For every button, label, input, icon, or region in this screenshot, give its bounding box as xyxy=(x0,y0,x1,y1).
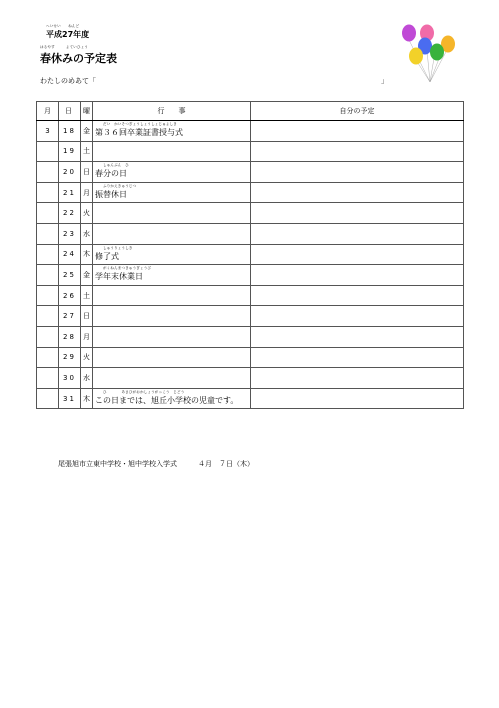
table-row xyxy=(37,326,464,347)
header-event: 行 事 xyxy=(93,102,251,121)
event-text: 春分の日 xyxy=(95,169,127,179)
month-cell xyxy=(37,182,59,203)
header-day: 日 xyxy=(59,102,81,121)
event-cell xyxy=(93,368,251,389)
my-plan-cell[interactable] xyxy=(251,265,464,286)
balloon-purple xyxy=(402,25,416,42)
month-cell xyxy=(37,285,59,306)
event-cell xyxy=(93,121,251,142)
day-cell: 19 xyxy=(59,141,81,162)
weekday-cell: 日 xyxy=(81,306,93,327)
event-furigana: ふりかえきゅうじつ xyxy=(103,183,137,188)
event-cell xyxy=(93,244,251,265)
event-cell xyxy=(93,182,251,203)
my-plan-cell[interactable] xyxy=(251,368,464,389)
day-cell: 21 xyxy=(59,182,81,203)
weekday-cell: 土 xyxy=(81,285,93,306)
weekday-cell: 火 xyxy=(81,203,93,224)
month-cell xyxy=(37,388,59,409)
event-cell xyxy=(93,306,251,327)
day-cell: 31 xyxy=(59,388,81,409)
event-text: 修了式 xyxy=(95,251,119,261)
table-row xyxy=(37,182,464,203)
table-row xyxy=(37,306,464,327)
day-cell: 23 xyxy=(59,223,81,244)
month-cell xyxy=(37,368,59,389)
month-cell xyxy=(37,141,59,162)
month-cell xyxy=(37,162,59,183)
event-cell xyxy=(93,203,251,224)
event-furigana: しゅんぶん ひ xyxy=(103,163,129,168)
entrance-ceremony-note: 尾張旭市立東中学校・旭中学校入学式 ４月 ７日（木） xyxy=(58,460,254,468)
weekday-cell: 月 xyxy=(81,182,93,203)
table-row xyxy=(37,141,464,162)
event-cell xyxy=(93,223,251,244)
my-plan-cell[interactable] xyxy=(251,347,464,368)
table-row xyxy=(37,388,464,409)
weekday-cell: 日 xyxy=(81,162,93,183)
weekday-cell: 水 xyxy=(81,368,93,389)
header-my-plan: 自分の予定 xyxy=(251,102,464,121)
weekday-cell: 土 xyxy=(81,141,93,162)
table-row xyxy=(37,244,464,265)
my-plan-cell[interactable] xyxy=(251,244,464,265)
my-plan-cell[interactable] xyxy=(251,388,464,409)
table-row xyxy=(37,223,464,244)
weekday-cell: 金 xyxy=(81,265,93,286)
event-furigana: しゅうりょうしき xyxy=(103,245,133,250)
month-cell: 3 xyxy=(37,121,59,142)
month-cell xyxy=(37,306,59,327)
my-plan-cell[interactable] xyxy=(251,182,464,203)
event-text: 振替休日 xyxy=(95,190,127,200)
month-cell xyxy=(37,223,59,244)
event-cell xyxy=(93,326,251,347)
my-plan-cell[interactable] xyxy=(251,285,464,306)
event-text: 第３６回卒業証書授与式 xyxy=(95,128,183,138)
balloon-green xyxy=(430,44,444,61)
my-plan-cell[interactable] xyxy=(251,121,464,142)
day-cell: 26 xyxy=(59,285,81,306)
weekday-cell: 火 xyxy=(81,347,93,368)
era-heading: 平成27年度 xyxy=(46,30,90,39)
event-cell xyxy=(93,141,251,162)
event-cell xyxy=(93,162,251,183)
header-month: 月 xyxy=(37,102,59,121)
event-text: 学年末休業日 xyxy=(95,272,143,282)
month-cell xyxy=(37,347,59,368)
my-plan-cell[interactable] xyxy=(251,141,464,162)
month-cell xyxy=(37,326,59,347)
table-row xyxy=(37,347,464,368)
day-cell: 18 xyxy=(59,121,81,142)
weekday-cell: 水 xyxy=(81,223,93,244)
weekday-cell: 金 xyxy=(81,121,93,142)
goal-label: わたしのめあて「 xyxy=(40,77,96,85)
event-furigana: だい かいそつぎょうしょうしょじゅよしき xyxy=(103,122,177,126)
table-header-row xyxy=(37,102,464,121)
day-cell: 30 xyxy=(59,368,81,389)
page-title: 春休みの予定表 xyxy=(40,52,117,65)
event-text: この日までは、旭丘小学校の児童です。 xyxy=(95,396,239,406)
goal-close-bracket: 」 xyxy=(381,77,388,85)
event-cell xyxy=(93,347,251,368)
month-cell xyxy=(37,203,59,224)
my-plan-cell[interactable] xyxy=(251,223,464,244)
table-row xyxy=(37,121,464,142)
table-row xyxy=(37,285,464,306)
event-cell xyxy=(93,265,251,286)
event-cell xyxy=(93,285,251,306)
day-cell: 24 xyxy=(59,244,81,265)
event-cell xyxy=(93,388,251,409)
event-furigana: がくねんまつきゅうぎょうび xyxy=(103,266,152,271)
weekday-cell: 月 xyxy=(81,326,93,347)
weekday-cell: 木 xyxy=(81,388,93,409)
day-cell: 25 xyxy=(59,265,81,286)
my-plan-cell[interactable] xyxy=(251,203,464,224)
day-cell: 28 xyxy=(59,326,81,347)
table-row xyxy=(37,265,464,286)
weekday-cell: 木 xyxy=(81,244,93,265)
day-cell: 29 xyxy=(59,347,81,368)
title-furigana: はるやす よていひょう xyxy=(40,45,89,49)
era-furigana: へいせい ねんど xyxy=(46,24,80,28)
event-furigana: ひ あさひがおかしょうがっこう じどう xyxy=(103,389,185,394)
day-cell: 22 xyxy=(59,203,81,224)
schedule-table xyxy=(36,101,464,409)
table-row xyxy=(37,203,464,224)
balloons-icon xyxy=(396,20,460,90)
my-plan-cell[interactable] xyxy=(251,306,464,327)
header-weekday: 曜 xyxy=(81,102,93,121)
day-cell: 20 xyxy=(59,162,81,183)
month-cell xyxy=(37,244,59,265)
table-row xyxy=(37,162,464,183)
my-plan-cell[interactable] xyxy=(251,162,464,183)
table-row xyxy=(37,368,464,389)
month-cell xyxy=(37,265,59,286)
day-cell: 27 xyxy=(59,306,81,327)
balloon-yellow xyxy=(409,48,423,65)
my-plan-cell[interactable] xyxy=(251,326,464,347)
